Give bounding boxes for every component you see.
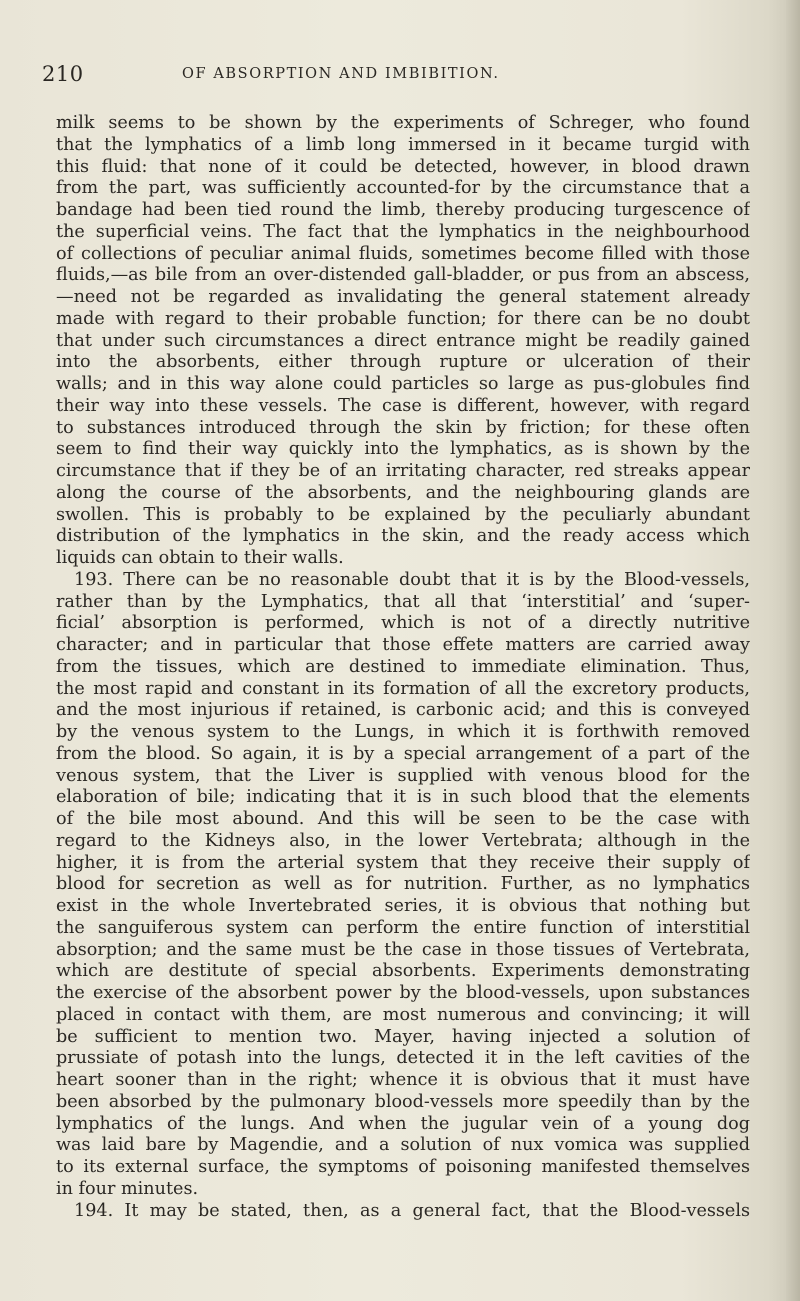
text-line: absorption; and the same must be the case in those tissues of Vertebrata, (56, 939, 750, 960)
text-line: from the tissues, which are destined to immediate elimination. Thus, (56, 656, 750, 677)
text-line: swollen. This is probably to be explained by the peculiarly abundant (56, 504, 750, 525)
text-line: be sufficient to mention two. Mayer, having injected a solution of (56, 1026, 750, 1047)
text-line: which are destitute of special absorbents. Experiments demonstrating (56, 961, 750, 982)
running-head (0, 62, 800, 86)
text-line: lymphatics of the lungs. And when the jugular vein of a young dog (56, 1113, 750, 1134)
text-line: circumstance that if they be of an irritating character, red streaks appear (56, 461, 750, 481)
text-line: of the bile most abound. And this will be seen to be the case with (56, 809, 750, 829)
text-line: of collections of peculiar animal fluids, sometimes become filled with those (56, 243, 750, 264)
text-line: higher, it is from the arterial system that they receive their supply of (56, 852, 750, 873)
text-line: ficial’ absorption is performed, which is not of a directly nutritive (56, 613, 750, 634)
text-line: from the part, was sufficiently accounted-for by the circumstance that a (56, 178, 750, 199)
text-line: rather than by the Lymphatics, that all that ‘interstitial’ and ‘super- (56, 591, 750, 612)
text-line: prussiate of potash into the lungs, detected it in the left cavities of the (56, 1048, 750, 1069)
text-line: by the venous system to the Lungs, in which it is forthwith removed (56, 722, 750, 742)
text-line: into the absorbents, either through rupture or ulceration of their (56, 352, 750, 373)
text-line: bandage had been tied round the limb, thereby producing turgescence of (56, 200, 750, 220)
text-line: and the most injurious if retained, is carbonic acid; and this is conveyed (56, 700, 750, 721)
text-line: along the course of the absorbents, and the neighbouring glands are (56, 482, 750, 503)
text-line: that the lymphatics of a limb long immersed in it became turgid with (56, 134, 750, 155)
text-line: milk seems to be shown by the experiments of Schreger, who found (56, 113, 750, 133)
body-text (56, 113, 750, 1222)
text-line: was laid bare by Magendie, and a solution of nux vomica was supplied (56, 1135, 750, 1156)
page-edge-shadow (786, 0, 800, 1301)
text-line: exist in the whole Invertebrated series, it is obvious that nothing but (56, 896, 750, 916)
paragraph-end-line: in four minutes. (56, 1178, 199, 1199)
text-line: to substances introduced through the skin by friction; for these often (56, 417, 750, 438)
page-number: 210 (42, 62, 84, 86)
text-line: the superficial veins. The fact that the lymphatics in the neighbourhood (56, 221, 750, 242)
text-line: —need not be regarded as invalidating the general statement already (56, 287, 750, 307)
text-line: regard to the Kidneys also, in the lower Vertebrata; although in the (56, 830, 750, 851)
text-line: the sanguiferous system can perform the entire function of interstitial (56, 917, 750, 938)
text-line: to its external surface, the symptoms of poisoning manifested themselves (56, 1157, 750, 1177)
text-line: made with regard to their probable function; for there can be no doubt (56, 308, 750, 329)
text-line: placed in contact with them, are most numerous and convincing; it will (56, 1004, 750, 1025)
text-line: seem to find their way quickly into the lymphatics, as is shown by the (56, 439, 750, 460)
text-line: elaboration of bile; indicating that it is in such blood that the elements (56, 787, 750, 808)
section-194-start: 194. It may be stated, then, as a general fact, that the Blood-vessels (74, 1200, 750, 1221)
text-line: venous system, that the Liver is supplied with venous blood for the (56, 765, 750, 786)
text-line: blood for secretion as well as for nutrition. Further, as no lymphatics (56, 874, 750, 895)
text-line: their way into these vessels. The case is different, however, with regard (56, 395, 750, 416)
text-line: this fluid: that none of it could be detected, however, in blood drawn (56, 156, 750, 177)
text-line: the most rapid and constant in its formation of all the excretory products, (56, 678, 750, 699)
running-title: OF ABSORPTION AND IMBIBITION. (182, 66, 500, 82)
text-line: been absorbed by the pulmonary blood-vessels more speedily than by the (56, 1091, 750, 1112)
section-193-start: 193. There can be no reasonable doubt that it is by the Blood-vessels, (74, 569, 750, 590)
text-line: distribution of the lymphatics in the skin, and the ready access which (56, 526, 750, 547)
text-line: character; and in particular that those effete matters are carried away (56, 635, 750, 655)
text-line: that under such circumstances a direct entrance might be readily gained (56, 330, 750, 351)
text-line: walls; and in this way alone could particles so large as pus-globules find (56, 374, 750, 394)
text-line: heart sooner than in the right; whence it is obvious that it must have (56, 1070, 750, 1090)
text-line: fluids,—as bile from an over-distended gall-bladder, or pus from an abscess, (56, 265, 750, 286)
text-line: from the blood. So again, it is by a special arrangement of a part of the (56, 743, 750, 764)
paragraph-end-line: liquids can obtain to their walls. (56, 548, 344, 568)
text-line: the exercise of the absorbent power by the blood-vessels, upon substances (56, 983, 750, 1003)
